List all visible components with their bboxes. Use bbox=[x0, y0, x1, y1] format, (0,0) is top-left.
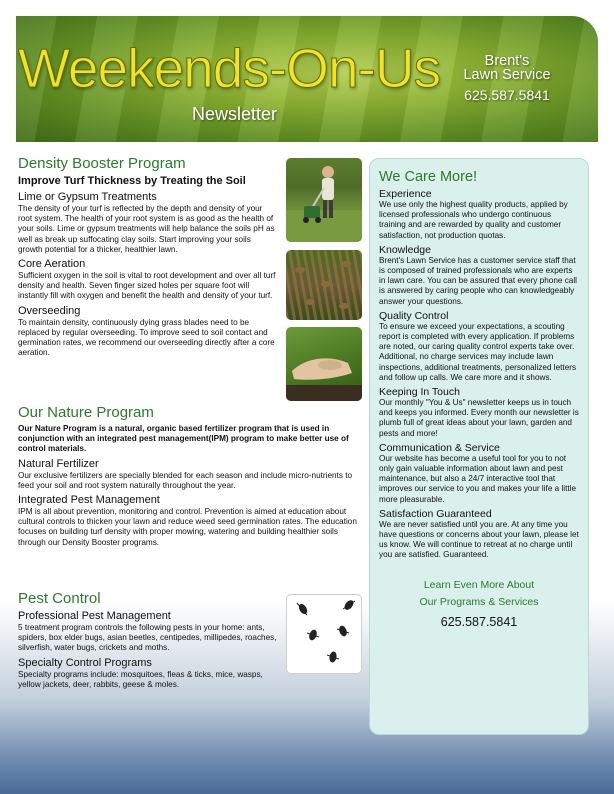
item-title: Lime or Gypsum Treatments bbox=[18, 191, 157, 203]
panel-item-title: Communication & Service bbox=[379, 441, 500, 454]
panel-item-title: Knowledge bbox=[379, 243, 431, 256]
item-title: Natural Fertilizer bbox=[18, 457, 99, 470]
panel-item-text: To ensure we exceed your expectations, a scouting report is completed with every application. If problems are noted, our caring quality control experts take over. Additional, no charge services may include lawn inspections, additional treatments, personalized letters and follow up calls. We care more and it shows. bbox=[379, 321, 577, 382]
panel-item-text: We are never satisfied until you are. At any time you have questions or concerns about your lawn, please let us know. We will continue to retreat at no charge until you are satisfied. Guaranteed. bbox=[379, 519, 579, 560]
density-heading: Density Booster Program bbox=[18, 155, 186, 172]
panel-item-title: Satisfaction Guaranteed bbox=[379, 507, 492, 520]
pest-section bbox=[18, 590, 280, 690]
panel-phone: 625.587.5841 bbox=[440, 614, 518, 629]
item-text: Sufficient oxygen in the soil is vital to root development and over all turf density and health. Seven finger sized holes per square foot will instantly fill with oxygen and benefit the health and density of your turf. bbox=[18, 271, 276, 301]
item-text: Specialty programs include: mosquitoes, fleas & ticks, mice, wasps, yellow jackets, deer, rabbits, geese & moles. bbox=[18, 669, 263, 689]
newsletter-label: Newsletter bbox=[192, 104, 278, 124]
item-text: The density of your turf is reflected by the depth and density of your root system. The health of your root system is as good as the health of your soils. Lime or gypsum treatments will help balance the soils pH as well as break up suffocating clay soils. Start improving your soils growth potential for a thicker, healthier lawn. bbox=[18, 204, 275, 254]
item-title: Overseeding bbox=[18, 304, 81, 317]
panel-item-text: Our website has become a useful tool for you to not only gain valuable information about lawn and pest maintenance, but also a 24/7 interactive tool that improves our service to you and makes your life a little more pleasurable. bbox=[379, 453, 577, 504]
we-care-more-panel bbox=[369, 158, 589, 735]
lawn-spreader-photo bbox=[286, 158, 362, 242]
brand-block bbox=[448, 54, 566, 102]
header-banner bbox=[16, 16, 598, 142]
learn-more-line2: Our Programs & Services bbox=[419, 595, 539, 608]
masthead-title: Weekends-On-Us bbox=[18, 37, 441, 99]
core-aeration-photo bbox=[286, 250, 362, 320]
item-text: To maintain density, continuously dying grass blades need to be replaced by regular overseeding. To improve seed to soil contact and germination rates, we recommend our overseeding directly after a core aeration. bbox=[18, 317, 275, 358]
learn-more-line1: Learn Even More About bbox=[423, 578, 535, 591]
density-section bbox=[18, 155, 276, 358]
item-title: Core Aeration bbox=[18, 258, 86, 271]
density-subheading: Improve Turf Thickness by Treating the Soil bbox=[18, 175, 246, 187]
nature-heading: Our Nature Program bbox=[18, 404, 154, 421]
nature-intro: Our Nature Program is a natural, organic based fertilizer program that is used in conjunction with an integrated pest management(IPM) program to make better use of control materials. bbox=[18, 424, 349, 454]
panel-item-text: Brent's Lawn Service has a customer service staff that is composed of trained professionals who are experts in lawn care. You can be assured that every phone call is answered by caring people who can knowledgeably answer your questions. bbox=[379, 255, 577, 306]
panel-item-text: Our monthly "You & Us" newsletter keeps us in touch and keeps you informed. Every month our newsletter is plumb full of great ideas about your lawn, garden and pests and more! bbox=[379, 398, 579, 438]
item-title: Specialty Control Programs bbox=[18, 656, 152, 669]
nature-section bbox=[18, 404, 358, 548]
item-text: IPM is all about prevention, monitoring and control. Prevention is aimed at education about cultural controls to thicken your lawn and reduce weed seed germination rates. The education focuses on building turf density with proper mowing, watering and building healthier soils through our Density Booster programs. bbox=[18, 507, 357, 547]
panel-item-title: Experience bbox=[379, 188, 432, 200]
overseeding-hand-photo bbox=[286, 327, 362, 401]
brand-name-line2: Lawn Service bbox=[463, 67, 551, 83]
panel-heading: We Care More! bbox=[379, 169, 478, 185]
panel-item-text: We use only the highest quality products, applied by licensed professionals who undergo continuous training and are rewarded by quality and customer satisfaction, not production quotas. bbox=[379, 200, 568, 240]
panel-item-title: Keeping In Touch bbox=[379, 386, 460, 399]
item-title: Integrated Pest Management bbox=[18, 494, 160, 507]
item-title: Professional Pest Management bbox=[18, 610, 171, 622]
brand-name-line1: Brent's bbox=[484, 53, 530, 69]
pest-heading: Pest Control bbox=[18, 590, 101, 607]
header-phone: 625.587.5841 bbox=[464, 87, 550, 103]
item-text: 5 treatment program controls the following pests in your home: ants, spiders, box elder bugs, asian beetles, centipedes, millipedes, roaches, silverfish, water bugs, crickets and moths. bbox=[18, 623, 277, 653]
insects-photo bbox=[286, 594, 362, 674]
learn-more-callout bbox=[379, 577, 579, 611]
item-text: Our exclusive fertilizers are specially blended for each season and include micro-nutrients to feed your soil and root system naturally throughout the year. bbox=[18, 470, 353, 490]
panel-item-title: Quality Control bbox=[379, 309, 449, 322]
